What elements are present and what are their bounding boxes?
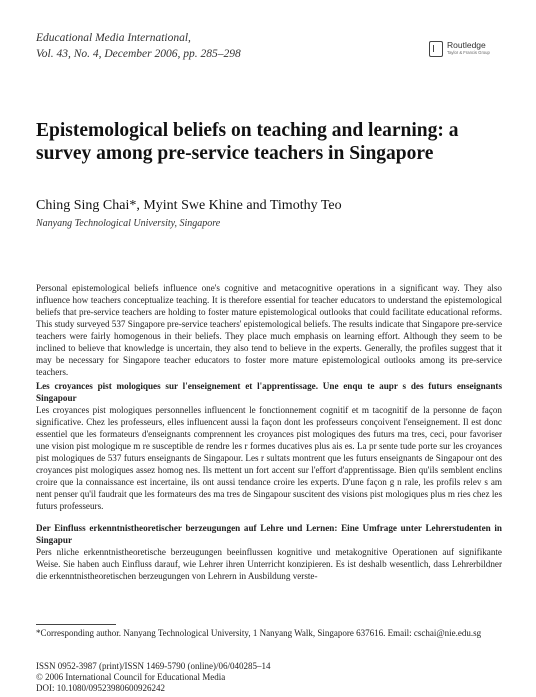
issn-line: ISSN 0952-3987 (print)/ISSN 1469-5790 (online)/06/040285–14 [36,661,271,671]
publisher-tagline: Taylor & Francis Group [447,50,490,55]
author-affiliation: Nanyang Technological University, Singapore [36,218,221,229]
doi-line: DOI: 10.1080/09523980600926242 [36,683,165,693]
publisher-name: Routledge [447,40,486,50]
article-title: Epistemological beliefs on teaching and learning: a survey among pre-service teachers in Singapore [36,120,459,164]
abstract-german [36,522,502,582]
publisher-logo [429,41,490,57]
abstract-english: Personal epistemological beliefs influence one's cognitive and metacognitive operations in a significant way. They also influence how teachers conceptualize teaching. It is therefore essential for teacher educators to understand the epistemological beliefs that pre-service teachers are holding to foster mature epistemological outlooks that could facilitate educational reforms. This study surveyed 537 Singapore pre-service teachers' epistemological beliefs. The results indicate that Singapore pre-service teachers were fairly homogenous in their beliefs. They place much emphasis on learning effort. Although they seem to be inclined to believe that knowledge is uncertain, they also tend to believe in the experts. Generally, the profiles suggest that it may be necessary for Singapore teacher educators to foster more mature epistemological outlooks among its pre-service teachers. [36,283,502,378]
journal-volume: Vol. 43, No. 4, December 2006, pp. 285–298 [36,48,241,60]
german-heading: Der Einfluss erkenntnistheoretischer berzeugungen auf Lehre und Lernen: Eine Umfrage unter Lehrerstudenten in Singapur [36,523,502,546]
journal-citation [36,30,241,62]
publication-metadata [36,661,271,694]
abstract-french [36,380,502,513]
article-authors: Ching Sing Chai*, Myint Swe Khine and Timothy Teo [36,198,342,213]
routledge-logo-icon [429,41,443,57]
french-heading: Les croyances pist mologiques sur l'enseignement et l'apprentissage. Une enqu te aupr s des futurs enseignants Singapour [36,381,502,404]
french-body: Les croyances pist mologiques personnelles influencent le fonctionnement cognitif et m tacognitif de la personne de façon significative. Chez les professeurs, elles influencent aussi la façon dont les professeurs conçoivent l'enseignement. Il est donc essentiel que les formateurs d'enseignants comprennent les croyances pist mologiques des futurs ma tres, ceci, pour favoriser une vision pist mologique m re susceptible de rendre les r formes ducatives plus ais es. La pr sente tude porte sur les croyances pist mologiques de 537 futurs enseignants de Singapour. Les r sultats montrent que les futurs enseignants de Singapour ont des croyances pist mologiques assez homog nes. Ils mettent un fort accent sur l'effort d'apprentissage. Bien qu'ils semblent enclins croire que la connaissance est incertaine, ils ont aussi tendance croire les experts. D'une façon g n rale, les profils relev s am nent penser qu'il faudrait que les formateurs des ma tres de Singapour suscitent des visions pist mologiques plus m ries chez les futurs professeurs. [36,405,502,512]
journal-name: Educational Media International, [36,32,191,44]
footnote-divider [36,624,116,625]
corresponding-author-footnote: *Corresponding author. Nanyang Technological University, 1 Nanyang Walk, Singapore 637616. Email: cschai@nie.edu.sg [36,628,482,638]
german-body: Pers nliche erkenntnistheoretische berzeugungen beeinflussen kognitive und metakognitive Operationen auf signifikante Weise. Sie haben auch Einfluss darauf, wie Lehrer ihren Unterricht konzipieren. Es ist deshalb wesentlich, dass Lehrerbildner die erkenntnistheoretischen berzeugungen von Lehrern in Ausbildung verste- [36,547,502,582]
copyright-line: © 2006 International Council for Educational Media [36,672,226,682]
